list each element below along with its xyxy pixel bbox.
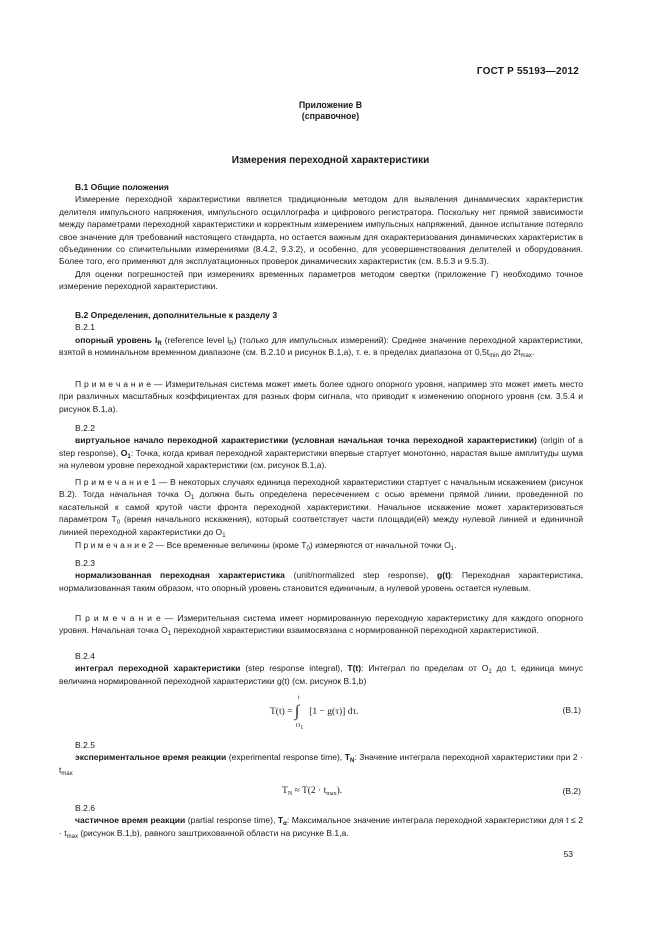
note-origin-1: П р и м е ч а н и е 1 — В некоторых случаях единица переходной характеристики стартует с начальным искажением (рисунок В.2). Тогда начальная точка $O_1$ должна быть определена пересечением с осью времени прямой линии, проведенной по касательной к самой крутой части фронта переходной характеристики. Начальное искажение может характеризоваться параметром $T_0$ (время начального искажения), который соответствует части площади(ей) между нулевой линией и единичной линией переходной характеристики до $O_1$ (59, 477, 583, 539)
page-number: 53 (563, 849, 573, 859)
definition-origin: В.2.2 виртуальное начало переходной характеристики (условная начальная точка переходной характеристики) (origin of a step response), $O_1$: Точка, когда кривая переходной характеристики впервые стартует монотонно, нарастая выше амплитуды шума на нулевом уровне переходной характеристики (см. рисунок В.1,а). (59, 423, 583, 471)
integral-sign-icon: t ∫ $O_1$ (294, 695, 304, 731)
definition-experimental-time: В.2.5 экспериментальное время реакции (experimental response time), $T_N$: Значение интеграла переходной характеристики при $2 \cdot t_{max}$ (59, 740, 583, 777)
b1-paragraph-2: Для оценки погрешностей при измерениях временных параметров методом свертки (приложение Г) необходимо точное измерение переходной характеристики. (59, 268, 583, 292)
note-normalized: П р и м е ч а н и е — Измерительная система имеет нормированную переходную характеристику для каждого опорного уровня. Начальная точка $O_1$ переходной характеристики взаимосвязана с нормированной переходной характеристикой. (59, 613, 583, 638)
def-number: В.2.1 (75, 322, 95, 333)
annex-heading (0, 100, 661, 122)
section-b1 (59, 181, 583, 293)
annex-note: (справочное) (301, 111, 360, 121)
section-b2 (59, 309, 583, 359)
definition-normalized: В.2.3 нормализованная переходная характеристика (unit/normalized step response), g(t): Переходная характеристика, нормализованная таким образом, что опорный уровень становится единичным, а нулевой уровень остается нулевым. (59, 558, 583, 593)
section-title: Измерения переходной характеристики (231, 155, 430, 166)
formula-b2: $T_N \approx T(2 \cdot t_{max})$. (282, 786, 343, 797)
formula-number-b2: (В.2) (562, 786, 581, 796)
definition-reference-level: опорный уровень $l_R$ (reference level $l_R$) (только для импульсных измерений): Среднее значение переходной характеристики, взятой в номинальном временном диапазоне (см. В.2.10 и рисунок В.1,а), т. е. в пределах диапазона от $0,5t_{min}$ до $2t_{max}$. (59, 334, 584, 360)
b1-heading: В.1 Общие положения (75, 182, 169, 192)
formula-number-b1: (В.1) (562, 705, 581, 715)
formula-b1: T(t) = t ∫ $O_1$ [1 − g(τ)] dτ. (270, 695, 359, 731)
b1-paragraph-1: Измерение переходной характеристики является традиционным методом для выявления динамических характеристик делителя импульсного напряжения, импульсного осциллографа и цифрового регистратора. Поскольку нет прямой зависимости между параметрами переходной характеристики и корректным измерением импульсных напряжений, данное испытание потеряло свое значение для требований настоящего стандарта, но остается важным для охарактеризования динамических характеристик в объединении со спичительными измерениями (8.4.2, 9.3.2), и особенно, для усовершенствования делителей и оборудования. Более того, его применяют для эксплуатационных проверок динамических характеристик (см. 8.5.3 и 9.5.3). (59, 194, 583, 267)
definition-partial-time: В.2.6 частичное время реакции (partial response time), $T_\alpha$: Максимальное значение интеграла переходной характеристики для $t \le 2 \cdot t_{max}$ (рисунок В.1,b), равного заштрихованной области на рисунке В.1,a. (59, 803, 583, 840)
definition-integral: В.2.4 интеграл переходной характеристики (step response integral), T(t): Интеграл по пределам от $O_1$ до t, единица минус величина нормированной переходной характеристики g(t) (см. рисунок В.1,b) (59, 651, 583, 686)
annex-title: Приложение В (298, 100, 363, 110)
standard-header: ГОСТ Р 55193—2012 (476, 66, 579, 77)
b2-heading: В.2 Определения, дополнительные к разделу 3 (75, 310, 278, 320)
note-reference-level: П р и м е ч а н и е — Измерительная система может иметь более одного опорного уровня, например это может иметь место при различных масштабных коэффициентах для разных форм сигнала, что приводит к изменению опорного уровня (см. 3.5.4 и рисунок В.1,а). (59, 379, 583, 414)
note-origin-2: П р и м е ч а н и е 2 — Все временные величины (кроме $T_0$) измеряются от начальной точки $O_1$. (75, 540, 457, 552)
